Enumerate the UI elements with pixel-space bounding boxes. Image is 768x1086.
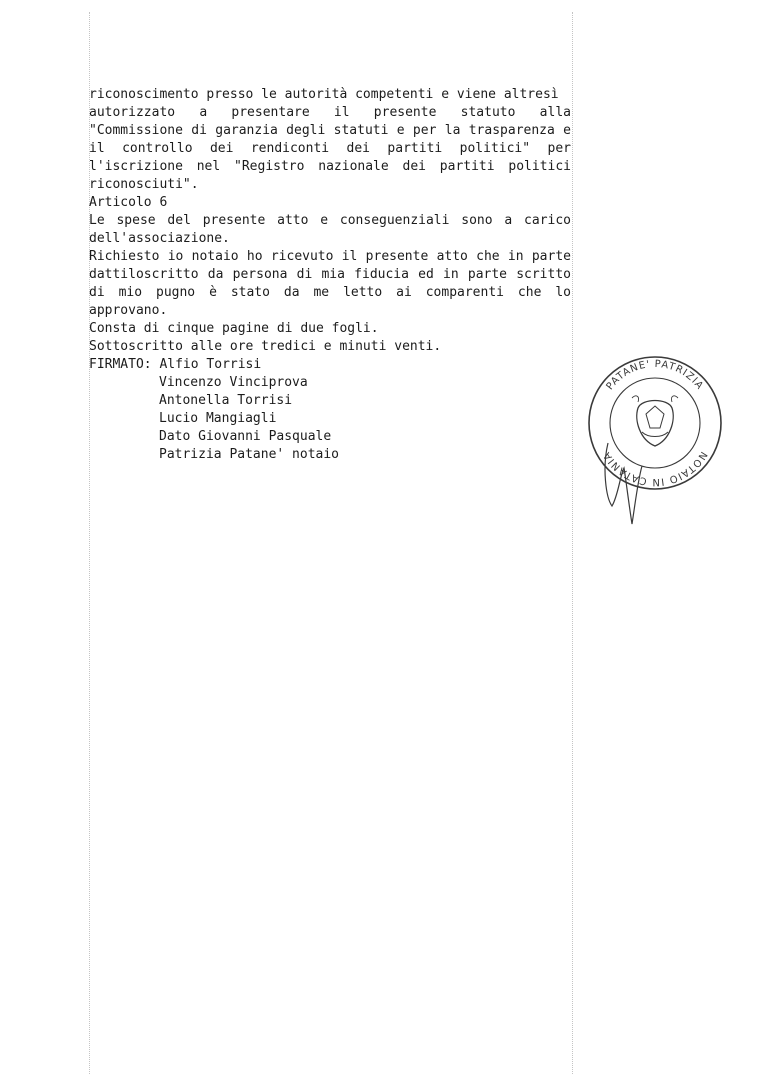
signature-name: Lucio Mangiagli: [159, 411, 277, 426]
body-line: di mio pugno è stato da me letto ai comparenti che lo: [89, 285, 571, 300]
body-line: Richiesto io notaio ho ricevuto il presente atto che in parte: [89, 249, 571, 264]
signature-name: Dato Giovanni Pasquale: [159, 429, 332, 444]
body-line: Le spese del presente atto e conseguenziali sono a carico: [89, 213, 571, 228]
signatures-label: FIRMATO:: [89, 357, 152, 372]
svg-text:NOTAIO IN CATANIA: NOTAIO IN CATANIA: [601, 449, 709, 488]
signature-first-line: [89, 356, 571, 374]
body-line: autorizzato a presentare il presente statuto alla: [89, 105, 571, 120]
body-line: dell'associazione.: [89, 231, 230, 246]
right-margin-line: [572, 12, 573, 1074]
signature-name: Vincenzo Vinciprova: [159, 375, 308, 390]
signature-name: Alfio Torrisi: [159, 357, 262, 372]
body-line: approvano.: [89, 303, 168, 318]
body-line: Consta di cinque pagine di due fogli.: [89, 321, 379, 336]
body-line: dattiloscritto da persona di mia fiducia ed in parte scritto: [89, 267, 571, 282]
svg-text:PATANE' PATRIZIA: PATANE' PATRIZIA: [604, 358, 706, 393]
body-line: "Commissione di garanzia degli statuti e per la trasparenza e: [89, 123, 571, 138]
body-line: il controllo dei rendiconti dei partiti politici" per: [89, 141, 571, 156]
body-line: Sottoscritto alle ore tredici e minuti venti.: [89, 339, 442, 354]
signature-name: Patrizia Patane' notaio: [159, 447, 340, 462]
article-heading: Articolo 6: [89, 195, 168, 210]
body-line: riconoscimento presso le autorità competenti e viene altresì: [89, 87, 559, 102]
document-body: [89, 86, 571, 464]
signature-name: Antonella Torrisi: [159, 393, 293, 408]
body-line: l'iscrizione nel "Registro nazionale dei partiti politici: [89, 159, 571, 174]
notary-seal-stamp: [580, 348, 730, 533]
body-line: riconosciuti".: [89, 177, 199, 192]
